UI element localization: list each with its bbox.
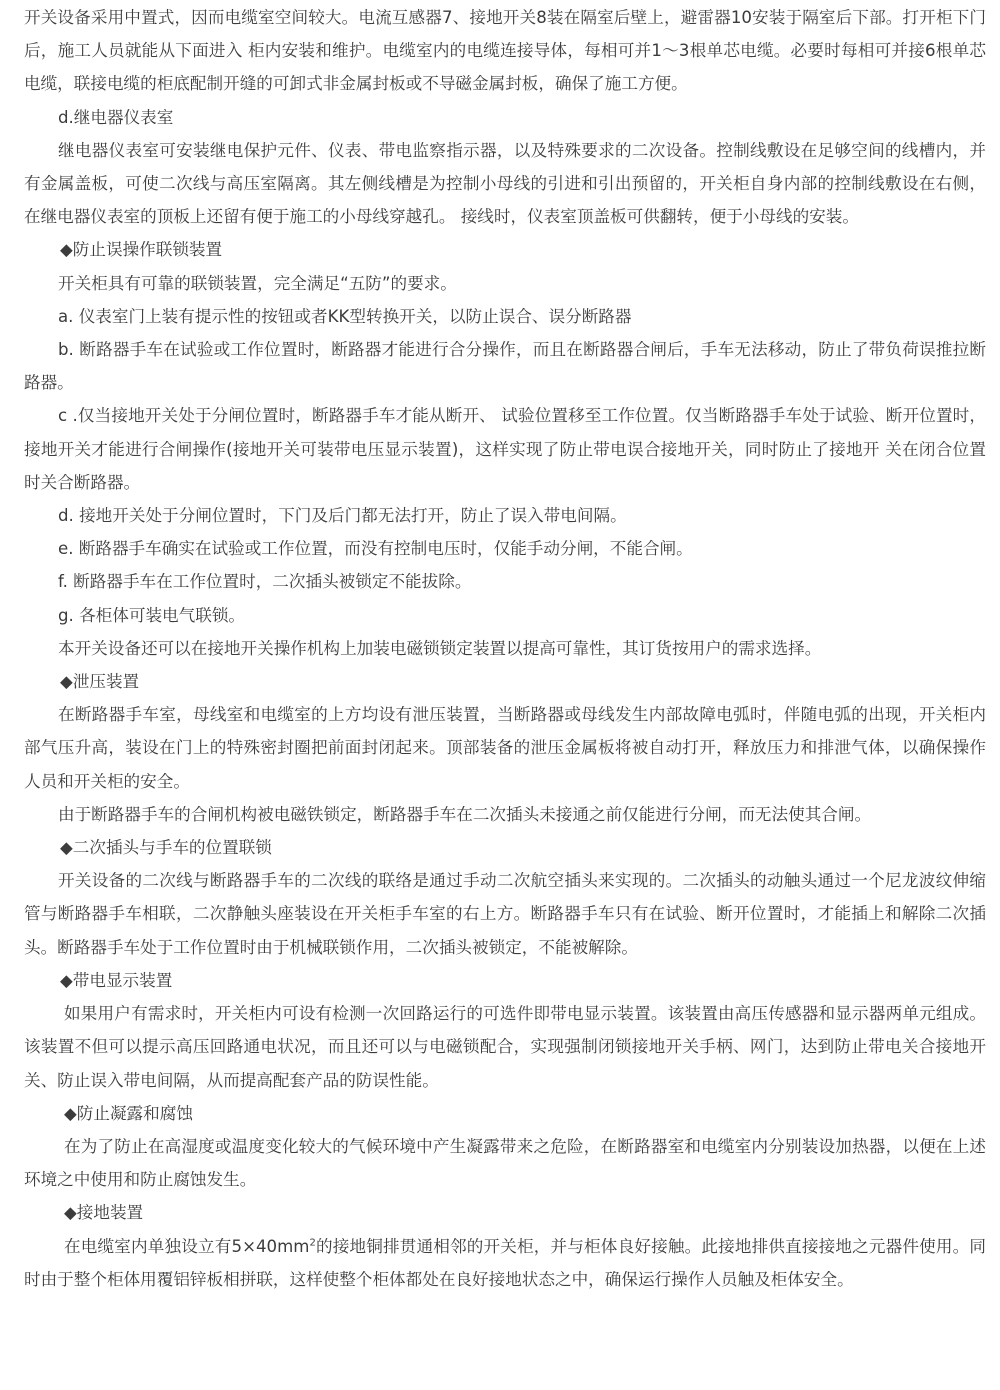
paragraph-grounding [24, 1230, 986, 1296]
paragraph-cable-room: 开关设备采用中置式，因而电缆室空间较大。电流互感器7、接地开关8装在隔室后壁上，避雷器10安装于隔室后下部。打开柜下门后，施工人员就能从下面进入 柜内安装和维护。电缆室内的电缆连接导体，每相可并1～3根单芯电缆。必要时每相可并接6根单芯电缆，联接电缆的柜底配制开缝的可卸式非金属封板或不导磁金属封板，确保了施工方便。 [24, 8, 986, 94]
list-item-d: d. 接地开关处于分闸位置时，下门及后门都无法打开，防止了误入带电间隔。 [58, 506, 627, 526]
paragraph-closing-mechanism: 由于断路器手车的合闸机构被电磁铁锁定，断路器手车在二次插头未接通之前仅能进行分闸，而无法使其合闸。 [58, 804, 872, 824]
list-item-e: e. 断路器手车确实在试验或工作位置，而没有控制电压时，仅能手动分闸，不能合闸。 [58, 539, 693, 559]
paragraph-pressure-relief: 在断路器手车室，母线室和电缆室的上方均设有泄压装置，当断路器或母线发生内部故障电弧时，伴随电弧的出现，开关柜内部气压升高，装设在门上的特殊密封圈把前面封闭起来。顶部装备的泄压金属板将被自动打开，释放压力和排泄气体，以确保操作人员和开关柜的安全。 [24, 705, 986, 791]
paragraph-five-prevention: 开关柜具有可靠的联锁装置，完全满足“五防”的要求。 [58, 273, 457, 293]
paragraph-electromagnetic-lock: 本开关设备还可以在接地开关操作机构上加装电磁锁锁定装置以提高可靠性，其订货按用户的需求选择。 [58, 638, 822, 658]
heading-grounding: ◆接地装置 [64, 1203, 144, 1223]
list-item-c: c .仅当接地开关处于分闸位置时，断路器手车才能从断开、 试验位置移至工作位置。仅当断路器手车处于试验、断开位置时，接地开关才能进行合闸操作(接地开关可装带电压显示装置)，这样实现了防止带电误合接地开关，同时防止了接地开 关在闭合位置时关合断路器。 [24, 406, 986, 492]
paragraph-relay-instrument-room: 继电器仪表室可安装继电保护元件、仪表、带电监察指示器，以及特殊要求的二次设备。控制线敷设在足够空间的线槽内，并有金属盖板，可使二次线与高压室隔离。其左侧线槽是为控制小母线的引进和引出预留的，开关柜自身内部的控制线敷设在右侧， 在继电器仪表室的顶板上还留有便于施工的小母线穿越孔。 接线时，仪表室顶盖板可供翻转，便于小母线的安装。 [24, 140, 986, 227]
heading-secondary-plug-interlock: ◆二次插头与手车的位置联锁 [60, 838, 272, 858]
heading-live-display: ◆带电显示装置 [60, 970, 173, 990]
heading-anti-condensation: ◆防止凝露和腐蚀 [64, 1103, 193, 1123]
list-item-a: a. 仪表室门上装有提示性的按钮或者KK型转换开关，以防止误合、误分断路器 [58, 306, 632, 326]
paragraph-anti-condensation: 在为了防止在高湿度或温度变化较大的气候环境中产生凝露带来之危险，在断路器室和电缆室内分别装设加热器，以便在上述环境之中使用和防止腐蚀发生。 [24, 1136, 986, 1190]
paragraph-live-display: 如果用户有需求时，开关柜内可设有检测一次回路运行的可选件即带电显示装置。该装置由高压传感器和显示器两单元组成。该装置不但可以提示高压回路通电状况，而且还可以与电磁锁配合，实现强制闭锁接地开关手柄、网门，达到防止带电关合接地开关、防止误入带电间隔，从而提高配套产品的防误性能。 [24, 1004, 986, 1090]
list-item-b: b. 断路器手车在试验或工作位置时，断路器才能进行合分操作，而且在断路器合闸后，手车无法移动，防止了带负荷误推拉断路器。 [24, 340, 986, 393]
heading-relay-instrument-room: d.继电器仪表室 [58, 107, 174, 127]
superscript-2: 2 [309, 1236, 316, 1248]
heading-anti-misoperation-interlock: ◆防止误操作联锁装置 [60, 240, 223, 260]
heading-pressure-relief: ◆泄压装置 [60, 672, 140, 692]
grounding-text-before: 在电缆室内单独设立有5×40mm [64, 1236, 310, 1256]
grounding-text-after: 的接地铜排贯通相邻的开关柜，并与柜体良好接触。此接地排供直接接地之元器件使用。同时由于整个柜体用覆铝锌板相拼联，这样使整个柜体都处在良好接地状态之中，确保运行操作人员触及柜体安全。 [24, 1236, 987, 1289]
list-item-f: f. 断路器手车在工作位置时，二次插头被锁定不能拔除。 [58, 572, 472, 592]
paragraph-secondary-plug: 开关设备的二次线与断路器手车的二次线的联络是通过手动二次航空插头来实现的。二次插头的动触头通过一个尼龙波纹伸缩管与断路器手车相联，二次静触头座装设在开关柜手车室的右上方。断路器手车只有在试验、断开位置时，才能插上和解除二次插头。断路器手车处于工作位置时由于机械联锁作用，二次插头被锁定，不能被解除。 [24, 871, 986, 957]
list-item-g: g. 各柜体可装电气联锁。 [58, 605, 246, 625]
